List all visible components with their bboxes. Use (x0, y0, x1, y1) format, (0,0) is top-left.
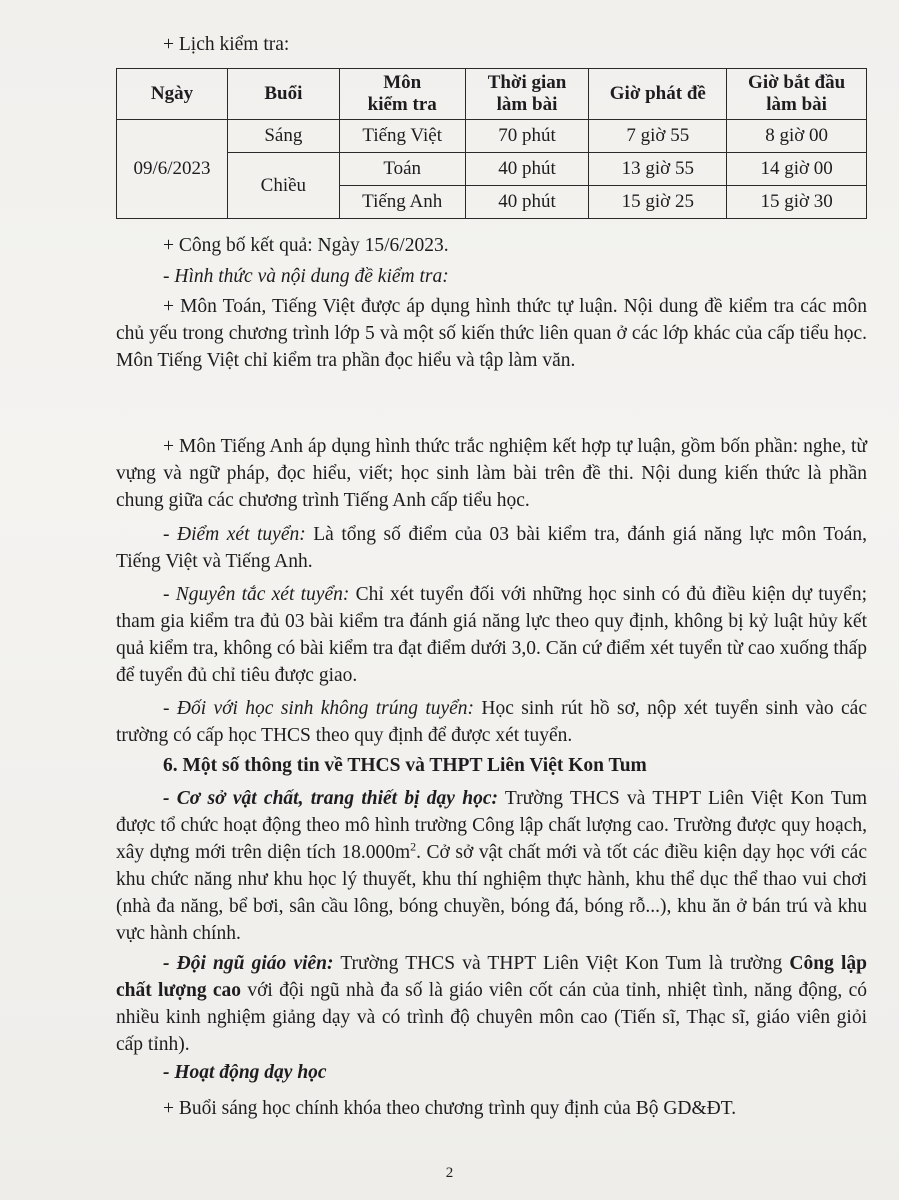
header-release-time: Giờ phát đề (589, 69, 727, 120)
facilities-text-1: Trường THCS và THPT Liên Việt Kon Tum được tổ chức hoạt động theo mô hình trường Công lập chất lượng cao. Trường được quy hoạch, xây dựng mới trên diện tích 18.000m (116, 788, 867, 863)
schedule-label: + Lịch kiểm tra: (163, 34, 290, 55)
header-date: Ngày (117, 69, 228, 120)
teachers-paragraph (116, 950, 867, 1058)
admission-score-paragraph (116, 521, 867, 575)
header-session: Buổi (227, 69, 339, 120)
not-admitted-text: Học sinh rút hồ sơ, nộp xét tuyển sinh vào các trường có cấp học THCS theo quy định để được xét tuyển. (116, 698, 867, 746)
math-vietnamese-paragraph: + Môn Toán, Tiếng Việt được áp dụng hình thức tự luận. Nội dung đề kiểm tra các môn chủ yếu trong chương trình lớp 5 và một số kiến thức liên quan ở các lớp khác của cấp tiểu học. Môn Tiếng Việt chỉ kiểm tra phần đọc hiểu và tập làm văn. (116, 296, 867, 371)
session-morning-cell: Sáng (227, 120, 339, 153)
teaching-activities-heading: - Hoạt động dạy học (163, 1062, 327, 1083)
release-time-cell: 15 giờ 25 (589, 186, 727, 219)
start-time-cell: 14 giờ 00 (727, 153, 867, 186)
start-time-cell: 15 giờ 30 (727, 186, 867, 219)
exam-form-heading: - Hình thức và nội dung đề kiểm tra: (163, 266, 449, 287)
section-6-title: 6. Một số thông tin về THCS và THPT Liên Việt Kon Tum (163, 755, 647, 776)
admission-score-label: - Điểm xét tuyển: (163, 524, 306, 545)
facilities-paragraph (116, 785, 867, 947)
not-admitted-label: - Đối với học sinh không trúng tuyển: (163, 698, 475, 719)
admission-principle-paragraph (116, 581, 867, 689)
teachers-text-1: Trường THCS và THPT Liên Việt Kon Tum là trường (333, 953, 790, 974)
duration-cell: 40 phút (465, 186, 589, 219)
table-row (117, 120, 867, 153)
exam-schedule-table (116, 68, 867, 219)
session-afternoon-cell: Chiều (227, 153, 339, 219)
english-paragraph: + Môn Tiếng Anh áp dụng hình thức trắc nghiệm kết hợp tự luận, gồm bốn phần: nghe, từ vựng và ngữ pháp, đọc hiểu, viết; học sinh làm bài trên đề thi. Nội dung kiến thức là phần chung giữa các chương trình Tiếng Anh cấp tiểu học. (116, 436, 867, 511)
table-row (117, 153, 867, 186)
morning-study-line: + Buổi sáng học chính khóa theo chương trình quy định của Bộ GD&ĐT. (163, 1098, 737, 1119)
facilities-text-2: . Cở sở vật chất mới và tốt các điều kiện dạy học với các khu chức năng như khu học lý thuyết, khu thí nghiệm thực hành, khu thể dục thể thao vui chơi (nhà đa năng, bể bơi, sân cầu lông, bóng chuyền, bóng đá, bóng rỗ...), khu ăn ở bán trú và khu vực hành chính. (116, 842, 867, 944)
subject-cell: Tiếng Anh (339, 186, 465, 219)
admission-score-text: Là tổng số điểm của 03 bài kiểm tra, đánh giá năng lực môn Toán, Tiếng Việt và Tiếng Anh. (116, 524, 867, 572)
teachers-bold-text: Công lập chất lượng cao (116, 953, 867, 1001)
header-duration: Thời gian làm bài (465, 69, 589, 120)
header-subject: Môn kiểm tra (339, 69, 465, 120)
header-start-time: Giờ bắt đầu làm bài (727, 69, 867, 120)
exam-date-cell: 09/6/2023 (117, 120, 228, 219)
release-time-cell: 7 giờ 55 (589, 120, 727, 153)
facilities-label: - Cơ sở vật chất, trang thiết bị dạy học: (163, 788, 498, 809)
start-time-cell: 8 giờ 00 (727, 120, 867, 153)
page-number: 2 (445, 1165, 454, 1181)
teachers-text-2: với đội ngũ nhà đa số là giáo viên cốt cán của tỉnh, nhiệt tình, năng động, có nhiều kinh nghiệm giảng dạy và có trình độ chuyên môn cao (Tiến sĩ, Thạc sĩ, giáo viên giỏi cấp tỉnh). (116, 980, 867, 1055)
table-header-row (117, 69, 867, 120)
duration-cell: 40 phút (465, 153, 589, 186)
release-time-cell: 13 giờ 55 (589, 153, 727, 186)
subject-cell: Toán (339, 153, 465, 186)
subject-cell: Tiếng Việt (339, 120, 465, 153)
facilities-area-superscript: 2 (410, 839, 417, 854)
admission-principle-label: - Nguyên tắc xét tuyển: (163, 584, 350, 605)
duration-cell: 70 phút (465, 120, 589, 153)
teachers-label: - Đội ngũ giáo viên: (163, 953, 334, 974)
results-announcement: + Công bố kết quả: Ngày 15/6/2023. (163, 235, 449, 256)
not-admitted-paragraph (116, 695, 867, 749)
admission-principle-text: Chỉ xét tuyển đối với những học sinh có đủ điều kiện dự tuyển; tham gia kiểm tra đủ 03 bài kiểm tra đánh giá năng lực theo quy định, không bị kỷ luật hủy kết quả kiểm tra, không có bài kiểm tra đạt điểm dưới 3,0. Căn cứ điểm xét tuyển từ cao xuống thấp để tuyển đủ chỉ tiêu được giao. (116, 584, 867, 686)
